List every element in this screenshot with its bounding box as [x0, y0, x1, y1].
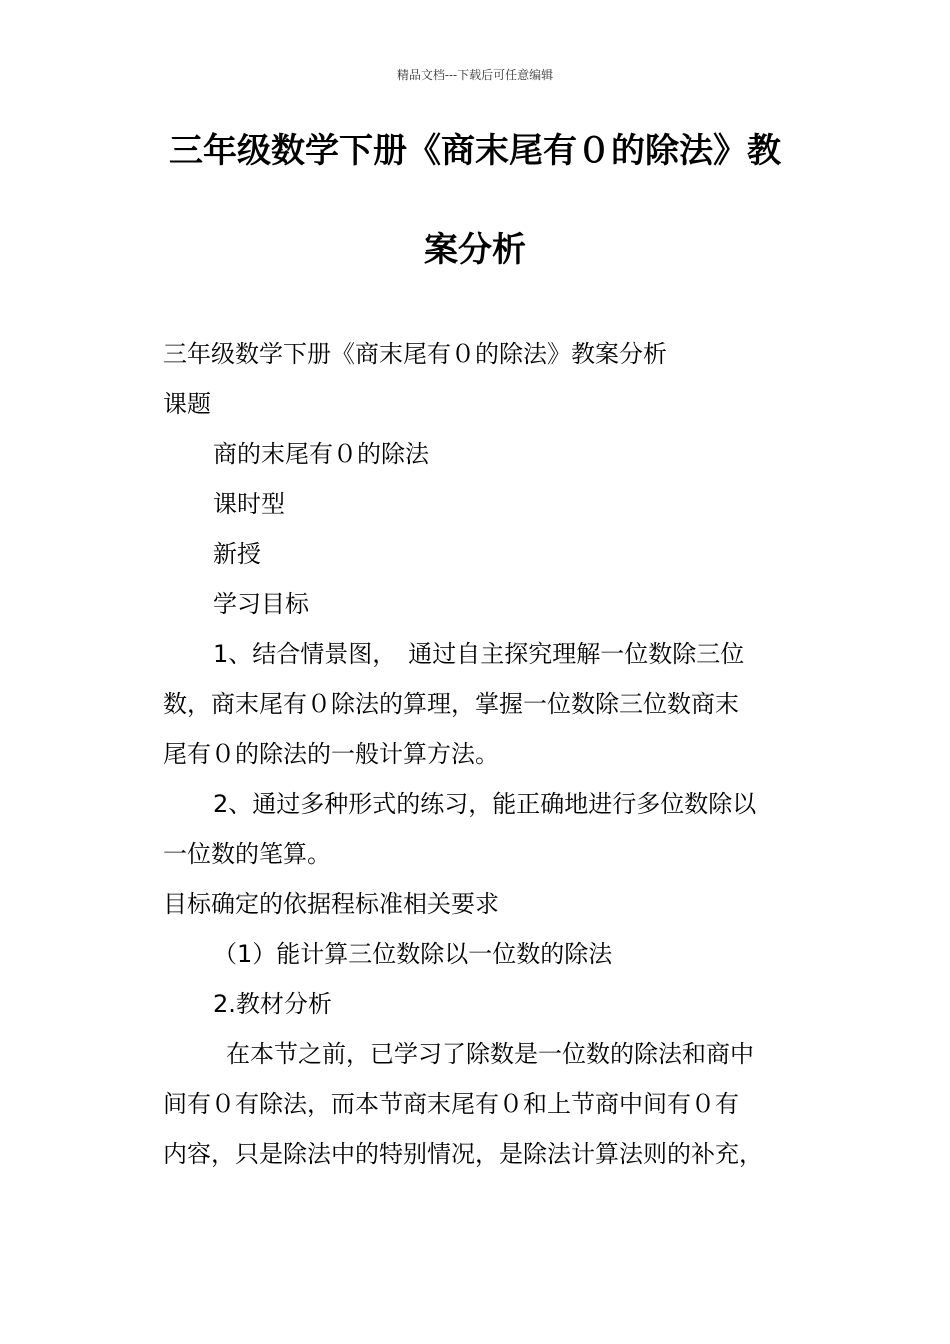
objective-1-line-3: 尾有０的除法的一般计算方法。: [163, 740, 499, 768]
section-heading-objectives: 学习目标: [213, 590, 309, 618]
document-title-line-2: 案分析: [424, 230, 526, 270]
document-title-line-1: 三年级数学下册《商末尾有０的除法》教: [169, 131, 781, 171]
objective-1-line-1: 1、结合情景图， 通过自主探究理解一位数除三位: [213, 640, 745, 668]
section-heading-topic: 课题: [163, 390, 211, 418]
section-heading-lesson-type: 课时型: [213, 490, 285, 518]
objective-2-line-1: 2、通过多种形式的练习，能正确地进行多位数除以: [213, 790, 757, 818]
analysis-line-2: 间有０有除法，而本节商末尾有０和上节商中间有０有: [163, 1090, 739, 1118]
header-note: 精品文档---下载后可任意编辑: [396, 68, 554, 82]
subtitle-line: 三年级数学下册《商末尾有０的除法》教案分析: [163, 340, 667, 368]
section-heading-basis: 目标确定的依据程标准相关要求: [163, 890, 499, 918]
section-heading-material-analysis: 2.教材分析: [213, 990, 332, 1018]
objective-2-line-2: 一位数的笔算。: [163, 840, 331, 868]
analysis-line-1: 在本节之前，已学习了除数是一位数的除法和商中: [226, 1040, 754, 1068]
topic-text: 商的末尾有０的除法: [213, 440, 429, 468]
document-body: [163, 337, 803, 1187]
lesson-type-text: 新授: [213, 540, 261, 568]
analysis-line-3: 内容，只是除法中的特别情况，是除法计算法则的补充，: [163, 1140, 763, 1168]
objective-1-line-2: 数，商末尾有０除法的算理，掌握一位数除三位数商末: [163, 690, 739, 718]
basis-item-1: （1）能计算三位数除以一位数的除法: [213, 940, 613, 968]
